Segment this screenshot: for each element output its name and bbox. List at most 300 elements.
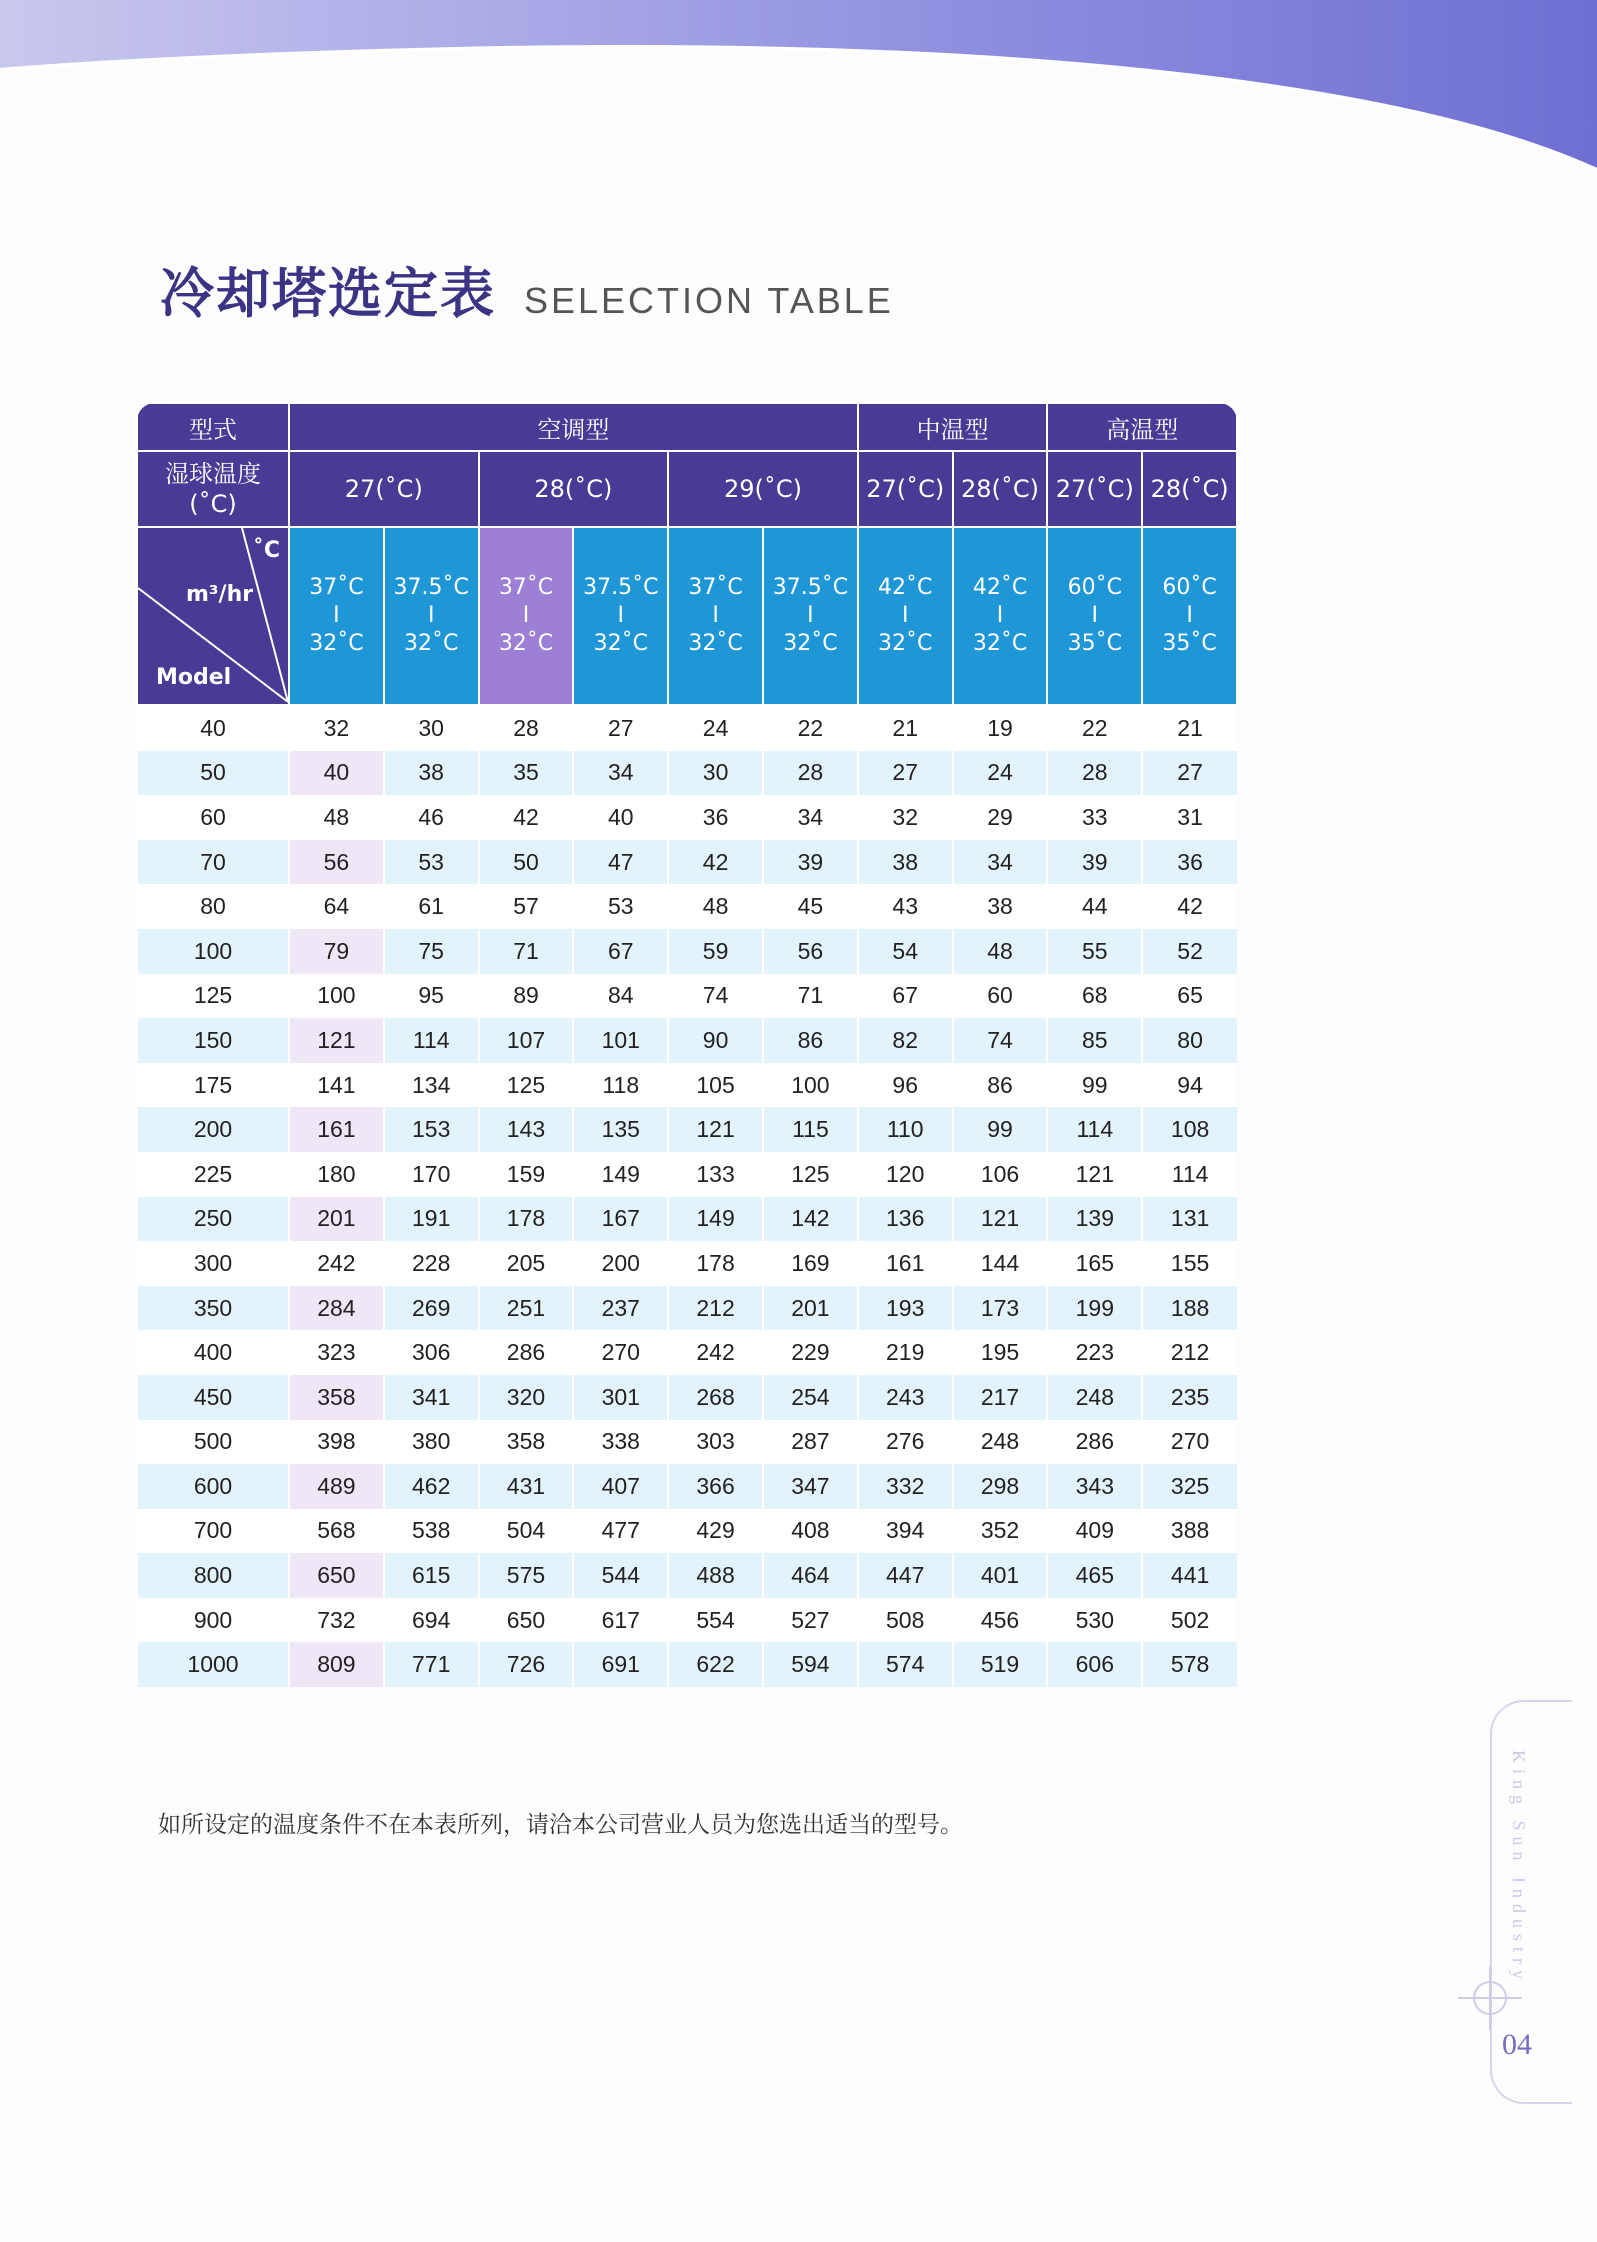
capacity-cell: 248	[1047, 1375, 1142, 1420]
table-row	[137, 1553, 1237, 1598]
capacity-cell: 195	[953, 1330, 1048, 1375]
model-cell: 450	[137, 1375, 289, 1420]
model-cell: 250	[137, 1197, 289, 1242]
model-cell: 70	[137, 840, 289, 885]
header-group-medium: 中温型	[858, 403, 1048, 451]
model-cell: 600	[137, 1464, 289, 1509]
capacity-cell: 31	[1142, 795, 1237, 840]
header-group-ac: 空调型	[289, 403, 858, 451]
capacity-cell: 578	[1142, 1642, 1237, 1687]
capacity-cell: 606	[1047, 1642, 1142, 1687]
capacity-cell: 306	[384, 1330, 479, 1375]
capacity-cell: 217	[953, 1375, 1048, 1420]
capacity-cell: 219	[858, 1330, 953, 1375]
capacity-cell: 38	[953, 884, 1048, 929]
capacity-cell: 343	[1047, 1464, 1142, 1509]
capacity-cell: 193	[858, 1286, 953, 1331]
capacity-cell: 251	[479, 1286, 574, 1331]
capacity-cell: 50	[479, 840, 574, 885]
capacity-cell: 431	[479, 1464, 574, 1509]
capacity-cell: 298	[953, 1464, 1048, 1509]
capacity-cell: 54	[858, 929, 953, 974]
header-range-1: 37.5˚C I 32˚C	[384, 527, 479, 705]
header-range-3: 37.5˚C I 32˚C	[573, 527, 668, 705]
top-decorative-band	[0, 0, 1597, 220]
capacity-cell: 96	[858, 1063, 953, 1108]
capacity-cell: 153	[384, 1107, 479, 1152]
capacity-cell: 59	[668, 929, 763, 974]
table-row	[137, 1330, 1237, 1375]
capacity-cell: 94	[1142, 1063, 1237, 1108]
header-temp-27: 27(˚C)	[289, 451, 479, 527]
capacity-cell: 40	[573, 795, 668, 840]
capacity-cell: 74	[668, 974, 763, 1019]
capacity-cell: 143	[479, 1107, 574, 1152]
table-row	[137, 1152, 1237, 1197]
capacity-cell: 45	[763, 884, 858, 929]
capacity-cell: 287	[763, 1420, 858, 1465]
capacity-cell: 141	[289, 1063, 384, 1108]
capacity-cell: 99	[953, 1107, 1048, 1152]
model-cell: 800	[137, 1553, 289, 1598]
model-cell: 100	[137, 929, 289, 974]
capacity-cell: 161	[858, 1241, 953, 1286]
capacity-cell: 508	[858, 1598, 953, 1643]
capacity-cell: 121	[289, 1018, 384, 1063]
capacity-cell: 617	[573, 1598, 668, 1643]
capacity-cell: 55	[1047, 929, 1142, 974]
model-label: Model	[156, 665, 232, 690]
capacity-cell: 286	[1047, 1420, 1142, 1465]
table-row	[137, 751, 1237, 796]
capacity-cell: 36	[1142, 840, 1237, 885]
capacity-cell: 89	[479, 974, 574, 1019]
capacity-cell: 53	[384, 840, 479, 885]
table-row	[137, 1598, 1237, 1643]
capacity-cell: 284	[289, 1286, 384, 1331]
capacity-cell: 809	[289, 1642, 384, 1687]
header-group-high: 高温型	[1047, 403, 1237, 451]
capacity-cell: 24	[953, 751, 1048, 796]
capacity-cell: 67	[858, 974, 953, 1019]
capacity-cell: 121	[668, 1107, 763, 1152]
capacity-cell: 205	[479, 1241, 574, 1286]
capacity-cell: 575	[479, 1553, 574, 1598]
capacity-cell: 338	[573, 1420, 668, 1465]
header-wetbulb: 湿球温度 (˚C)	[137, 451, 289, 527]
capacity-cell: 52	[1142, 929, 1237, 974]
capacity-cell: 366	[668, 1464, 763, 1509]
capacity-cell: 201	[289, 1197, 384, 1242]
table-row	[137, 1420, 1237, 1465]
capacity-cell: 212	[668, 1286, 763, 1331]
footnote: 如所设定的温度条件不在本表所列，请洽本公司营业人员为您选出适当的型号。	[158, 1812, 963, 1838]
header-range-9: 60˚C I 35˚C	[1142, 527, 1237, 705]
header-temp-29: 29(˚C)	[668, 451, 858, 527]
capacity-cell: 286	[479, 1330, 574, 1375]
capacity-cell: 691	[573, 1642, 668, 1687]
header-range-0: 37˚C I 32˚C	[289, 527, 384, 705]
header-range-5: 37.5˚C I 32˚C	[763, 527, 858, 705]
capacity-cell: 269	[384, 1286, 479, 1331]
capacity-cell: 79	[289, 929, 384, 974]
table-row	[137, 974, 1237, 1019]
capacity-cell: 325	[1142, 1464, 1237, 1509]
capacity-cell: 155	[1142, 1241, 1237, 1286]
capacity-cell: 248	[953, 1420, 1048, 1465]
capacity-cell: 538	[384, 1509, 479, 1554]
capacity-cell: 110	[858, 1107, 953, 1152]
capacity-cell: 115	[763, 1107, 858, 1152]
model-cell: 125	[137, 974, 289, 1019]
capacity-cell: 242	[668, 1330, 763, 1375]
capacity-cell: 105	[668, 1063, 763, 1108]
capacity-cell: 223	[1047, 1330, 1142, 1375]
capacity-cell: 34	[763, 795, 858, 840]
capacity-cell: 57	[479, 884, 574, 929]
capacity-cell: 121	[953, 1197, 1048, 1242]
capacity-cell: 74	[953, 1018, 1048, 1063]
capacity-cell: 82	[858, 1018, 953, 1063]
capacity-cell: 71	[763, 974, 858, 1019]
capacity-cell: 169	[763, 1241, 858, 1286]
capacity-cell: 42	[668, 840, 763, 885]
capacity-cell: 114	[1047, 1107, 1142, 1152]
capacity-cell: 270	[1142, 1420, 1237, 1465]
capacity-cell: 39	[1047, 840, 1142, 885]
capacity-cell: 85	[1047, 1018, 1142, 1063]
table-row	[137, 1642, 1237, 1687]
table-row	[137, 1197, 1237, 1242]
title-english: SELECTION TABLE	[524, 280, 894, 321]
header-temp-high-28: 28(˚C)	[1142, 451, 1237, 527]
model-cell: 60	[137, 795, 289, 840]
capacity-cell: 149	[573, 1152, 668, 1197]
capacity-cell: 159	[479, 1152, 574, 1197]
page-number: 04	[1502, 2028, 1532, 2061]
capacity-cell: 527	[763, 1598, 858, 1643]
capacity-cell: 650	[479, 1598, 574, 1643]
capacity-cell: 28	[479, 705, 574, 751]
capacity-cell: 200	[573, 1241, 668, 1286]
capacity-cell: 43	[858, 884, 953, 929]
capacity-cell: 352	[953, 1509, 1048, 1554]
capacity-cell: 464	[763, 1553, 858, 1598]
model-cell: 300	[137, 1241, 289, 1286]
capacity-cell: 488	[668, 1553, 763, 1598]
table-row	[137, 1018, 1237, 1063]
table-row	[137, 929, 1237, 974]
capacity-cell: 42	[1142, 884, 1237, 929]
model-cell: 80	[137, 884, 289, 929]
capacity-cell: 99	[1047, 1063, 1142, 1108]
capacity-cell: 44	[1047, 884, 1142, 929]
capacity-cell: 243	[858, 1375, 953, 1420]
capacity-cell: 165	[1047, 1241, 1142, 1286]
capacity-cell: 30	[668, 751, 763, 796]
page-title	[160, 258, 894, 328]
capacity-cell: 27	[858, 751, 953, 796]
capacity-cell: 40	[289, 751, 384, 796]
capacity-cell: 323	[289, 1330, 384, 1375]
capacity-cell: 100	[763, 1063, 858, 1108]
unit-flow: m³/hr	[186, 582, 254, 607]
capacity-cell: 388	[1142, 1509, 1237, 1554]
capacity-cell: 212	[1142, 1330, 1237, 1375]
capacity-cell: 615	[384, 1553, 479, 1598]
capacity-cell: 71	[479, 929, 574, 974]
capacity-cell: 191	[384, 1197, 479, 1242]
capacity-cell: 134	[384, 1063, 479, 1108]
model-cell: 150	[137, 1018, 289, 1063]
side-brand-text: King Sun Industry	[1509, 1750, 1529, 1986]
capacity-cell: 170	[384, 1152, 479, 1197]
capacity-cell: 38	[384, 751, 479, 796]
table-row	[137, 1286, 1237, 1331]
capacity-cell: 35	[479, 751, 574, 796]
capacity-cell: 199	[1047, 1286, 1142, 1331]
capacity-cell: 30	[384, 705, 479, 751]
capacity-cell: 33	[1047, 795, 1142, 840]
selection-table	[136, 402, 1238, 1687]
capacity-cell: 771	[384, 1642, 479, 1687]
capacity-cell: 120	[858, 1152, 953, 1197]
capacity-cell: 394	[858, 1509, 953, 1554]
capacity-cell: 180	[289, 1152, 384, 1197]
capacity-cell: 67	[573, 929, 668, 974]
crosshair-icon	[1458, 1966, 1522, 2030]
capacity-cell: 188	[1142, 1286, 1237, 1331]
capacity-cell: 28	[763, 751, 858, 796]
capacity-cell: 178	[668, 1241, 763, 1286]
capacity-cell: 68	[1047, 974, 1142, 1019]
capacity-cell: 56	[763, 929, 858, 974]
capacity-cell: 27	[573, 705, 668, 751]
table-row	[137, 1241, 1237, 1286]
capacity-cell: 235	[1142, 1375, 1237, 1420]
table-row	[137, 884, 1237, 929]
capacity-cell: 332	[858, 1464, 953, 1509]
capacity-cell: 48	[289, 795, 384, 840]
title-chinese: 冷却塔选定表	[160, 262, 496, 325]
capacity-cell: 118	[573, 1063, 668, 1108]
capacity-cell: 519	[953, 1642, 1048, 1687]
capacity-cell: 398	[289, 1420, 384, 1465]
capacity-cell: 131	[1142, 1197, 1237, 1242]
capacity-cell: 133	[668, 1152, 763, 1197]
capacity-cell: 125	[479, 1063, 574, 1108]
capacity-cell: 504	[479, 1509, 574, 1554]
table-row	[137, 795, 1237, 840]
capacity-cell: 358	[289, 1375, 384, 1420]
capacity-cell: 61	[384, 884, 479, 929]
capacity-cell: 142	[763, 1197, 858, 1242]
capacity-cell: 36	[668, 795, 763, 840]
table-row	[137, 1375, 1237, 1420]
capacity-cell: 27	[1142, 751, 1237, 796]
model-cell: 175	[137, 1063, 289, 1108]
header-temp-28: 28(˚C)	[479, 451, 669, 527]
capacity-cell: 136	[858, 1197, 953, 1242]
table-row	[137, 1107, 1237, 1152]
capacity-cell: 441	[1142, 1553, 1237, 1598]
header-range-4: 37˚C I 32˚C	[668, 527, 763, 705]
capacity-cell: 139	[1047, 1197, 1142, 1242]
capacity-cell: 401	[953, 1553, 1048, 1598]
model-cell: 700	[137, 1509, 289, 1554]
capacity-cell: 228	[384, 1241, 479, 1286]
capacity-cell: 84	[573, 974, 668, 1019]
capacity-cell: 28	[1047, 751, 1142, 796]
capacity-cell: 90	[668, 1018, 763, 1063]
capacity-cell: 47	[573, 840, 668, 885]
capacity-cell: 34	[953, 840, 1048, 885]
capacity-cell: 64	[289, 884, 384, 929]
capacity-cell: 21	[1142, 705, 1237, 751]
capacity-cell: 106	[953, 1152, 1048, 1197]
capacity-cell: 39	[763, 840, 858, 885]
capacity-cell: 465	[1047, 1553, 1142, 1598]
capacity-cell: 167	[573, 1197, 668, 1242]
capacity-cell: 86	[763, 1018, 858, 1063]
capacity-cell: 429	[668, 1509, 763, 1554]
capacity-cell: 32	[289, 705, 384, 751]
capacity-cell: 107	[479, 1018, 574, 1063]
capacity-cell: 60	[953, 974, 1048, 1019]
header-temp-medium-28: 28(˚C)	[953, 451, 1048, 527]
capacity-cell: 409	[1047, 1509, 1142, 1554]
capacity-cell: 574	[858, 1642, 953, 1687]
capacity-cell: 456	[953, 1598, 1048, 1643]
capacity-cell: 53	[573, 884, 668, 929]
capacity-cell: 46	[384, 795, 479, 840]
capacity-cell: 242	[289, 1241, 384, 1286]
capacity-cell: 108	[1142, 1107, 1237, 1152]
header-range-2: 37˚C I 32˚C	[479, 527, 574, 705]
capacity-cell: 301	[573, 1375, 668, 1420]
capacity-cell: 86	[953, 1063, 1048, 1108]
capacity-cell: 22	[1047, 705, 1142, 751]
capacity-cell: 19	[953, 705, 1048, 751]
capacity-cell: 694	[384, 1598, 479, 1643]
capacity-cell: 80	[1142, 1018, 1237, 1063]
capacity-cell: 568	[289, 1509, 384, 1554]
capacity-cell: 29	[953, 795, 1048, 840]
capacity-cell: 100	[289, 974, 384, 1019]
header-temp-high-27: 27(˚C)	[1047, 451, 1142, 527]
capacity-cell: 276	[858, 1420, 953, 1465]
model-cell: 50	[137, 751, 289, 796]
table-body	[137, 705, 1237, 1687]
capacity-cell: 407	[573, 1464, 668, 1509]
capacity-cell: 554	[668, 1598, 763, 1643]
model-cell: 350	[137, 1286, 289, 1331]
model-cell: 200	[137, 1107, 289, 1152]
capacity-cell: 24	[668, 705, 763, 751]
capacity-cell: 462	[384, 1464, 479, 1509]
capacity-cell: 65	[1142, 974, 1237, 1019]
capacity-cell: 303	[668, 1420, 763, 1465]
table-row	[137, 1464, 1237, 1509]
capacity-cell: 173	[953, 1286, 1048, 1331]
capacity-cell: 447	[858, 1553, 953, 1598]
model-cell: 400	[137, 1330, 289, 1375]
capacity-cell: 380	[384, 1420, 479, 1465]
capacity-cell: 530	[1047, 1598, 1142, 1643]
capacity-cell: 622	[668, 1642, 763, 1687]
header-range-6: 42˚C I 32˚C	[858, 527, 953, 705]
capacity-cell: 726	[479, 1642, 574, 1687]
header-range-8: 60˚C I 35˚C	[1047, 527, 1142, 705]
capacity-cell: 594	[763, 1642, 858, 1687]
header-diagonal-cell	[137, 527, 289, 705]
capacity-cell: 268	[668, 1375, 763, 1420]
capacity-cell: 502	[1142, 1598, 1237, 1643]
unit-celsius: ˚C	[252, 538, 280, 563]
capacity-cell: 149	[668, 1197, 763, 1242]
model-cell: 900	[137, 1598, 289, 1643]
capacity-cell: 477	[573, 1509, 668, 1554]
table-row	[137, 840, 1237, 885]
capacity-cell: 320	[479, 1375, 574, 1420]
table-row	[137, 1509, 1237, 1554]
capacity-cell: 95	[384, 974, 479, 1019]
capacity-cell: 34	[573, 751, 668, 796]
capacity-cell: 56	[289, 840, 384, 885]
capacity-cell: 270	[573, 1330, 668, 1375]
capacity-cell: 22	[763, 705, 858, 751]
capacity-cell: 178	[479, 1197, 574, 1242]
capacity-cell: 32	[858, 795, 953, 840]
capacity-cell: 48	[668, 884, 763, 929]
capacity-cell: 229	[763, 1330, 858, 1375]
model-cell: 500	[137, 1420, 289, 1465]
model-cell: 40	[137, 705, 289, 751]
header-model-type: 型式	[137, 403, 289, 451]
capacity-cell: 101	[573, 1018, 668, 1063]
capacity-cell: 237	[573, 1286, 668, 1331]
table-row	[137, 1063, 1237, 1108]
capacity-cell: 201	[763, 1286, 858, 1331]
header-range-7: 42˚C I 32˚C	[953, 527, 1048, 705]
capacity-cell: 254	[763, 1375, 858, 1420]
capacity-cell: 358	[479, 1420, 574, 1465]
capacity-cell: 75	[384, 929, 479, 974]
capacity-cell: 341	[384, 1375, 479, 1420]
capacity-cell: 650	[289, 1553, 384, 1598]
capacity-cell: 135	[573, 1107, 668, 1152]
capacity-cell: 114	[1142, 1152, 1237, 1197]
table-row	[137, 705, 1237, 751]
selection-table-container	[136, 402, 1236, 1687]
capacity-cell: 144	[953, 1241, 1048, 1286]
capacity-cell: 42	[479, 795, 574, 840]
capacity-cell: 48	[953, 929, 1048, 974]
capacity-cell: 544	[573, 1553, 668, 1598]
capacity-cell: 125	[763, 1152, 858, 1197]
capacity-cell: 489	[289, 1464, 384, 1509]
capacity-cell: 121	[1047, 1152, 1142, 1197]
capacity-cell: 732	[289, 1598, 384, 1643]
capacity-cell: 161	[289, 1107, 384, 1152]
capacity-cell: 347	[763, 1464, 858, 1509]
model-cell: 225	[137, 1152, 289, 1197]
capacity-cell: 38	[858, 840, 953, 885]
capacity-cell: 408	[763, 1509, 858, 1554]
header-temp-medium-27: 27(˚C)	[858, 451, 953, 527]
capacity-cell: 114	[384, 1018, 479, 1063]
capacity-cell: 21	[858, 705, 953, 751]
